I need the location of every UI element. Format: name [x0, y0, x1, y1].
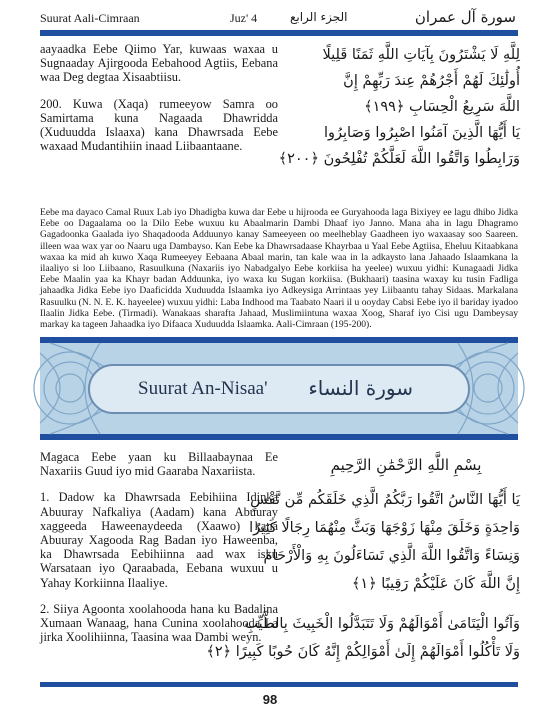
arabic-line: وَاحِدَةٍ وَخَلَقَ مِنْهَا زَوْجَهَا وَبَثَّ مِنْهُمَا رِجَالًا كَثِيرًا — [249, 520, 520, 536]
footer-rule — [40, 682, 518, 687]
basmala-translation: Magaca Eebe yaan ku Billaabaynaa Ee Naxariis Guud iyo mid Gaaraba Naxariista. — [40, 450, 278, 479]
upper-paragraph-2: 200. Kuwa (Xaqa) rumeeyow Samra oo Samirtama kuna Nagaada Dhawridda (Xuduudda Islaaxa) kana Dhawrsada Eebe waxaad Mudantihiin inaad Liibaantaane. — [40, 96, 278, 154]
verse-1-translation: 1. Dadow ka Dhawrsada Eebihiina Idinka Abuuray Nafkaliya (Aadam) kana Abuuray xaggeeda Haweenaydeeda (Xaawo) kana Abuuray Xagooda Rag Badan iyo Haweenba, ka Dhawrsada Eebihiinna aad wax isku Warsataan iyo Qaraabada, Eebana wuxuu u Yahay Korkiinna Ilaaliye. — [40, 490, 278, 590]
surah-banner — [40, 337, 518, 440]
arabic-line: لِلَّهِ لَا يَشْتَرُونَ بِآيَاتِ اللَّهِ ثَمَنًا قَلِيلًا — [322, 47, 520, 63]
header-surah-latin: Suurat Aali-Cimraan — [40, 11, 140, 25]
surah-title-box — [88, 364, 470, 414]
lower-arabic-column — [206, 450, 520, 666]
header-rule — [40, 30, 518, 36]
arabic-line: اللَّهَ سَرِيعُ الْحِسَابِ ﴿١٩٩﴾ — [364, 99, 520, 115]
arabic-line: وَآتُوا الْيَتَامَىٰ أَمْوَالَهُمْ وَلَا تَتَبَدَّلُوا الْخَبِيثَ بِالطَّيِّبِ — [244, 616, 520, 632]
arabic-line: وَرَابِطُوا وَاتَّقُوا اللَّهَ لَعَلَّكُمْ تُفْلِحُونَ ﴿٢٠٠﴾ — [278, 151, 520, 167]
page-number: 98 — [262, 692, 278, 707]
surah-title-arabic: سورة النساء — [308, 376, 413, 400]
upper-somali-column — [40, 42, 278, 153]
surah-title-latin: Suurat An-Nisaa' — [138, 378, 268, 399]
header-surah-arabic: سورة آل عمران — [414, 8, 516, 26]
arabic-line: وَنِسَاءً وَاتَّقُوا اللَّهَ الَّذِي تَسَاءَلُونَ بِهِ وَالْأَرْحَامَ — [263, 548, 520, 564]
running-header — [40, 8, 518, 30]
upper-paragraph-1: aayaadka Eebe Qiimo Yar, kuwaas waxaa u Sugnaaday Ajirgooda Eebahood Agtiis, Eebana waa Deg degtaa Xisaabtiisu. — [40, 42, 278, 85]
arabic-line: إِنَّ اللَّهَ كَانَ عَلَيْكُمْ رَقِيبًا ﴿١﴾ — [351, 576, 520, 592]
lower-somali-column — [40, 450, 278, 644]
arabic-line: أُولَٰئِكَ لَهُمْ أَجْرُهُمْ عِندَ رَبِّهِمْ إِنَّ — [343, 73, 520, 89]
arabic-line: يَا أَيُّهَا الَّذِينَ آمَنُوا اصْبِرُوا وَصَابِرُوا — [323, 125, 520, 141]
arabic-line: يَا أَيُّهَا النَّاسُ اتَّقُوا رَبَّكُمُ الَّذِي خَلَقَكُم مِّن نَّفْسٍ — [250, 492, 520, 508]
upper-arabic-column — [278, 42, 520, 172]
header-juz-arabic: الجزء الرابع — [290, 10, 348, 24]
verse-2-translation: 2. Siiya Agoonta xoolahooda hana ku Badalina Xumaan Wanaag, hana Cunina xoolahooda La jirka Xoolihiinna, Taasina waa Dambi weyn. — [40, 601, 278, 645]
commentary-text: Eebe ma dayaco Camal Ruux Lab iyo Dhadigba kuwa dar Eebe u hijrooda ee Guryahooda laga Bixiyey ee lagu dhibo Jidka Eebe oo Dagaalama oo la Dilo Eebe wuxuu ku Abaalmarin Dambi Dhaaf iyo Janno. Mana aha in lagu Dhagramo Gagadoonka Gaalada iyo Shaqadooda Adduunyo kanay Sameeyeen oo meelheblay Gaadheen iyo waxaasay soo Saareen. illeen waa wax yar oo Naaru uga Dambayso. Kan Eebe ka Dhawrsadaase Khayrbaa u Yaal Eebe Agtiisa, Eheluu Kitaabkana waxaa ka mid ah kuwo Xaqa Rumeeyey Eebaana Abaal marin, tan kale waa in la adkaysto lana Jahaado Islaamkana la ilaaliyo si loo Liibaano, Rasuulkuna (Naxariis iyo Nabadgalyo Eebe korkiisa ha yeelee) wuxuu yidhi: Kunagaadi Jidka Eebe Maalin yaa ka Khayr badan Adduunka, iyo waxa ku Sugan korkiisa. (Bukhaari) taasina waxay ku tusin Fadliga jahaadka Jidka Eebe iyo Daaficiddа Xuduudda Islaamka iyo Adkeysiga Arrintaas yey Liibaantu tahay Sidaas. Markalana Rasuulku (N. N. E. K. hayeelee) wuxuu yidhi: Laba Indhood ma Taabato Naari il u ooyday Cabsi Eebe iyo il bariday iyadoo Ilaalin Jidka Eebe. (Tirmadi). Wanakaas sharafta Jahaad, Muslimiintuna waxaa Xoog, Sharaf iyo Cisi ugu Dambeysay markay ka tageen Jahaadka iyo Difaaca Xuduudda Islaamka. Aali-Cimraan (195-200). — [40, 207, 518, 331]
header-juz: Juz' 4 — [230, 11, 258, 25]
arabic-line: وَلَا تَأْكُلُوا أَمْوَالَهُمْ إِلَىٰ أَمْوَالِكُمْ إِنَّهُ كَانَ حُوبًا كَبِيرًا ﴿٢﴾ — [206, 644, 520, 660]
basmala: بِسْمِ اللَّهِ الرَّحْمَٰنِ الرَّحِيمِ — [330, 456, 482, 474]
